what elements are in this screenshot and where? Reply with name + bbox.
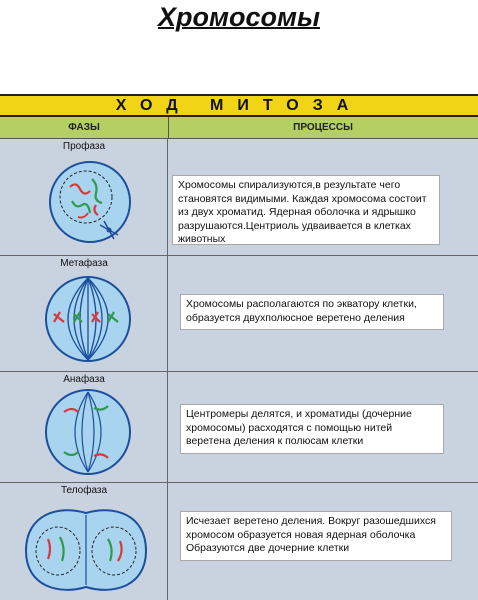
- phase-name: Телофаза: [60, 485, 108, 496]
- page-title: Хромосомы: [158, 2, 320, 32]
- process-text: Хромосомы спирализуются,в результате чего становятся видимыми. Каждая хромосома состоит из двух хроматид. Ядерная оболочка и ядрышко разрушаются.Центриоль удваивается в клетках животных: [172, 175, 440, 245]
- metaphase-cell-icon: [0, 256, 168, 372]
- process-text: Центромеры делятся, и хроматиды (дочерние хромосомы) расходятся с помощью нитей веретена деления к полюсам клетки: [180, 404, 444, 454]
- mitosis-table: [0, 94, 478, 600]
- table-row-prophase: [0, 139, 478, 256]
- phase-name: Метафаза: [60, 258, 108, 269]
- telophase-cell-icon: [0, 483, 168, 600]
- table-title: ХОД МИТОЗА: [0, 94, 478, 117]
- column-headers: [0, 117, 478, 139]
- process-text: Хромосомы располагаются по экватору клетки, образуется двухполюсное веретено деления: [180, 294, 444, 330]
- phase-cell: [0, 483, 168, 600]
- phase-cell: [0, 256, 168, 371]
- column-header-processes: ПРОЦЕССЫ: [293, 122, 353, 133]
- column-header-phases: ФАЗЫ: [0, 117, 169, 138]
- phase-cell: [0, 372, 168, 482]
- phase-cell: [0, 139, 168, 255]
- phase-name: Профаза: [62, 141, 106, 152]
- prophase-cell-icon: [0, 139, 168, 256]
- anaphase-cell-icon: [0, 372, 168, 483]
- table-row-metaphase: [0, 256, 478, 372]
- table-row-anaphase: [0, 372, 478, 483]
- phase-name: Анафаза: [63, 374, 105, 385]
- table-row-telophase: [0, 483, 478, 600]
- process-text: Исчезает веретено деления. Вокруг разошедшихся хромосом образуется новая ядерная оболочка Образуются две дочерние клетки: [180, 511, 452, 561]
